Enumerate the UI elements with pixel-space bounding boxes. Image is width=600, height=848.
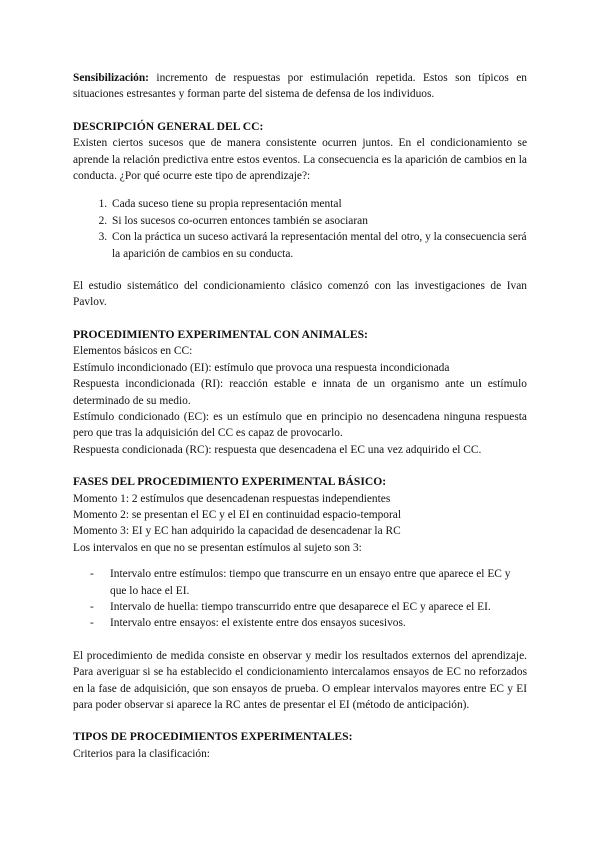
phases-line-3: Momento 3: EI y EC han adquirido la capacidad de desencadenar la RC xyxy=(73,525,401,538)
general-list-item-2: 2. Si los sucesos co-ocurren entonces también se asociaran xyxy=(110,213,527,229)
interval-item-1: - Intervalo entre estímulos: tiempo que transcurre en un ensayo entre que aparece el EC y que lo hace el EI. xyxy=(110,566,527,599)
animals-line-3: Respuesta incondicionada (RI): reacción estable e innata de un organismo ante un estímulo determinado de su medio. xyxy=(73,378,527,407)
animals-line-2: Estímulo incondicionado (EI): estímulo que provoca una respuesta incondicionada xyxy=(73,361,450,374)
animals-line-5: Respuesta condicionada (RC): respuesta que desencadena el EC una vez adquirido el CC. xyxy=(73,443,482,456)
phases-heading: FASES DEL PROCEDIMIENTO EXPERIMENTAL BÁSICO: xyxy=(73,475,387,489)
interval-item-2: - Intervalo de huella: tiempo transcurrido entre que desaparece el EC y aparece el EI. xyxy=(110,599,527,615)
intro-text: incremento de respuestas por estimulación repetida. Estos son típicos en situaciones estresantes y forman parte del sistema de defensa de los individuos. xyxy=(73,72,527,101)
animals-line-1: Elementos básicos en CC: xyxy=(73,345,193,358)
intervals-list xyxy=(73,566,527,632)
general-paragraph: Existen ciertos sucesos que de manera consistente ocurren juntos. En el condicionamiento se aprende la relación predictiva entre estos eventos. La consecuencia es la aparición de cambios en la conducta. ¿Por qué ocurre este tipo de aprendizaje?: xyxy=(73,137,527,183)
phases-closing: El procedimiento de medida consiste en observar y medir los resultados externos del aprendizaje. Para averiguar si se ha establecido el condicionamiento intercalamos ensayos de EC no reforzados en la fase de adquisición, que son ensayos de prueba. O emplear intervalos mayores entre EC y EI para poder observar si aparece la RC antes de presentar el EI (método de anticipación). xyxy=(73,649,527,711)
phases-line-4: Los intervalos en que no se presentan estímulos al sujeto son 3: xyxy=(73,541,362,554)
general-list-item-3: 3. Con la práctica un suceso activará la representación mental del otro, y la consecuencia será la aparición de cambios en su conducta. xyxy=(110,229,527,262)
phases-line-2: Momento 2: se presentan el EC y el EI en continuidad espacio-temporal xyxy=(73,508,402,521)
interval-item-3: - Intervalo entre ensayos: el existente entre dos ensayos sucesivos. xyxy=(110,615,527,631)
phases-section xyxy=(73,474,527,713)
general-heading: DESCRIPCIÓN GENERAL DEL CC: xyxy=(73,119,264,133)
types-heading: TIPOS DE PROCEDIMIENTOS EXPERIMENTALES: xyxy=(73,730,353,744)
general-list xyxy=(73,196,527,262)
intro-term: Sensibilización: xyxy=(73,72,149,84)
animals-line-4: Estímulo condicionado (EC): es un estímulo que en principio no desencadena ninguna respuesta pero que tras la adquisición del CC es capaz de provocarlo. xyxy=(73,410,527,440)
general-closing: El estudio sistemático del condicionamiento clásico comenzó con las investigaciones de Ivan Pavlov. xyxy=(73,280,527,309)
animals-heading: PROCEDIMIENTO EXPERIMENTAL CON ANIMALES: xyxy=(73,327,368,341)
animals-section xyxy=(73,327,527,458)
types-line: Criterios para la clasificación: xyxy=(73,747,210,760)
intro-paragraph xyxy=(73,70,527,103)
phases-line-1: Momento 1: 2 estímulos que desencadenan respuestas independientes xyxy=(73,492,391,505)
types-section xyxy=(73,729,527,762)
general-list-item-1: 1. Cada suceso tiene su propia representación mental xyxy=(110,196,527,212)
general-section xyxy=(73,119,527,311)
